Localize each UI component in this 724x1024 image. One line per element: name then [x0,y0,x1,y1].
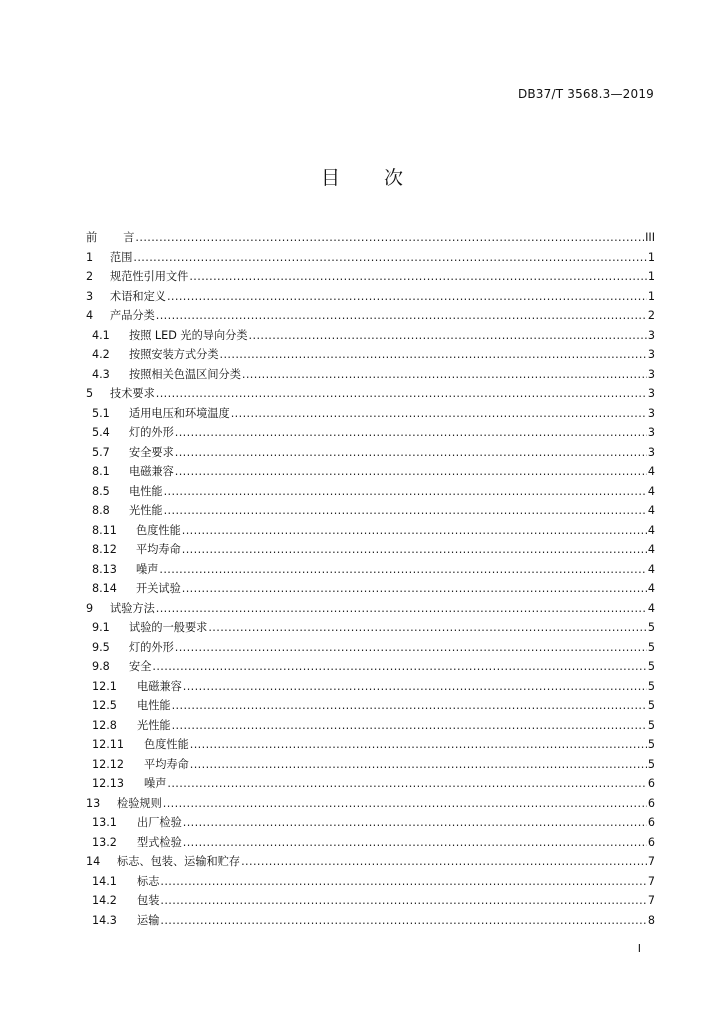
toc-section-number: 2 [86,270,94,283]
title-char-2: 次 [384,167,404,189]
toc-section-title: 灯的外形 [129,640,174,654]
toc-section-title: 运输 [137,913,160,927]
leader-dots [220,348,647,361]
toc-page-number: 3 [647,406,655,420]
leader-dots [189,270,647,283]
toc-section-title: 按照 LED 光的导向分类 [129,328,248,342]
toc-section-number: 3 [86,289,94,303]
toc-entry[interactable] [86,834,655,854]
toc-section-number: 12.13 [92,777,125,790]
leader-dots [156,387,647,400]
toc-page-number: 3 [647,387,655,400]
leader-dots [182,543,647,556]
leader-dots [164,485,647,498]
toc-section-number: 5 [86,387,94,400]
toc-page-number: 6 [647,777,655,790]
leader-dots [152,660,646,673]
leader-dots [183,680,647,693]
toc-page-number: 5 [647,757,655,771]
toc-section-number: 12.12 [92,757,125,771]
leader-dots [172,699,647,712]
toc-section-number: 1 [86,250,94,264]
toc-page-number: 3 [647,426,655,439]
toc-page-number: 7 [647,894,655,907]
toc-section-number: 9.1 [92,621,110,634]
toc-page-number: III [645,231,655,244]
toc-section-number: 8.8 [92,504,110,517]
page-number: I [637,942,641,955]
toc-page-number: 4 [647,601,655,615]
toc-entry[interactable] [86,366,655,386]
toc-section-number: 14.2 [92,894,117,907]
leader-dots [163,797,647,810]
toc-section-title: 安全 [129,660,152,673]
toc-entry[interactable] [86,912,655,932]
toc-entry[interactable] [86,697,655,717]
leader-dots [167,777,646,790]
toc-section-number: 4.1 [92,328,110,342]
leader-dots [175,465,647,478]
leader-dots [182,524,647,537]
toc-page-number: 4 [647,582,655,595]
toc-page-number: 3 [647,348,655,361]
toc-entry[interactable] [86,405,655,425]
toc-section-number: 9.5 [92,640,110,654]
toc-section-number: 5.1 [92,406,110,420]
toc-section-number: 8.13 [92,562,117,576]
leader-dots [135,231,644,244]
toc-page-number: 3 [647,445,655,459]
toc-section-title: 噪声 [136,562,159,576]
toc-section-title: 安全要求 [129,445,174,459]
toc-section-number: 14 [86,855,101,868]
toc-page-number: 6 [647,796,655,810]
standard-code: DB37/T 3568.3—2019 [517,87,654,101]
leader-dots [249,329,647,342]
toc-section-title: 平均寿命 [144,757,189,771]
toc-page-number: 5 [647,699,655,712]
page-title [0,163,724,190]
toc-section-title: 按照相关色温区间分类 [129,367,241,381]
leader-dots [156,309,647,322]
toc-section-title: 电磁兼容 [137,679,182,693]
toc-section-title: 色度性能 [136,523,181,537]
toc-section-title: 标志、包装、运输和贮存 [117,855,241,868]
leader-dots [242,368,647,381]
toc-page-number: 4 [647,543,655,556]
toc-section-title: 开关试验 [136,582,181,595]
toc-page-number: 5 [647,718,655,732]
toc-page-number: 5 [647,660,655,673]
toc-section-title: 适用电压和环境温度 [129,406,230,420]
toc-section-title: 规范性引用文件 [110,270,189,283]
toc-section-title: 噪声 [144,777,167,790]
leader-dots [231,407,647,420]
toc-entry[interactable] [86,658,655,678]
leader-dots [175,426,647,439]
toc-page-number: 5 [647,640,655,654]
leader-dots [175,446,647,459]
leader-dots [160,894,646,907]
toc-section-number: 8.1 [92,465,110,478]
toc-section-number: 8.12 [92,543,117,556]
toc-section-number: 13.1 [92,816,117,829]
toc-entry[interactable] [86,327,655,347]
leader-dots [183,816,647,829]
leader-dots [208,621,647,634]
toc-entry[interactable] [86,736,655,756]
leader-dots [172,719,647,732]
toc-page-number: 6 [647,816,655,829]
leader-dots [160,875,646,888]
toc-page-number: 4 [647,562,655,576]
toc-entry[interactable] [86,853,655,873]
toc-section-title: 包装 [137,894,160,907]
toc-page-number: 4 [647,504,655,517]
toc-section-title: 术语和定义 [110,289,166,303]
toc-section-number: 9 [86,601,94,615]
toc-page-number: 1 [647,250,655,264]
toc-section-number: 8.5 [92,484,110,498]
leader-dots [167,290,647,303]
leader-dots [156,602,647,615]
toc-section-title: 标志 [137,874,160,888]
leader-dots [164,504,647,517]
toc-entry[interactable] [86,463,655,483]
toc-entry[interactable] [86,561,655,581]
toc-section-number: 14.3 [92,913,117,927]
toc-section-number: 14.1 [92,874,117,888]
leader-dots [160,914,646,927]
toc-entry[interactable] [86,522,655,542]
toc-entry[interactable] [86,307,655,327]
leader-dots [183,836,647,849]
leader-dots [182,582,647,595]
leader-dots [175,641,647,654]
toc-section-title: 技术要求 [110,387,155,400]
toc-section-title: 电性能 [137,699,171,712]
leader-dots [241,855,647,868]
toc-entry[interactable] [86,444,655,464]
toc-section-number: 13.2 [92,835,117,849]
toc-section-number: 13 [86,796,101,810]
toc-section-title: 产品分类 [110,309,155,322]
toc-section-title: 光性能 [137,718,171,732]
toc-section-number: 12.11 [92,738,125,751]
toc-entry[interactable] [86,249,655,269]
toc-section-number: 5.7 [92,445,110,459]
toc-section-number: 4.2 [92,348,110,361]
toc-entry[interactable] [86,580,655,600]
preface-label-part2: 言 [123,231,135,244]
toc-page-number: 1 [647,289,655,303]
toc-section-number: 12.1 [92,679,117,693]
toc-section-title: 按照安装方式分类 [129,348,219,361]
toc-entry[interactable] [86,483,655,503]
toc-section-number: 8.11 [92,523,117,537]
toc-entry[interactable] [86,717,655,737]
toc-entry[interactable] [86,775,655,795]
toc-page-number: 8 [647,913,655,927]
toc-page-number: 7 [647,874,655,888]
toc-entry[interactable] [86,346,655,366]
leader-dots [190,758,647,771]
toc-page-number: 3 [647,328,655,342]
toc-section-number: 9.8 [92,660,110,673]
toc-section-title: 范围 [110,250,133,264]
toc-page-number: 5 [647,621,655,634]
leader-dots [190,738,647,751]
toc-section-number: 4 [86,309,94,322]
toc-entry[interactable] [86,424,655,444]
toc-page-number: 2 [647,309,655,322]
toc-section-title: 出厂检验 [137,816,182,829]
table-of-contents [86,229,655,931]
toc-entry[interactable] [86,756,655,776]
toc-section-title: 检验规则 [117,796,162,810]
toc-entry[interactable] [86,678,655,698]
toc-section-number: 5.4 [92,426,110,439]
toc-section-title: 平均寿命 [136,543,181,556]
toc-entry[interactable] [86,795,655,815]
toc-section-number: 12.8 [92,718,117,732]
toc-entry[interactable] [86,814,655,834]
toc-page-number: 4 [647,484,655,498]
toc-entry[interactable] [86,502,655,522]
toc-page-number: 5 [647,738,655,751]
leader-dots [133,251,646,264]
toc-section-number: 4.3 [92,367,110,381]
toc-page-number: 5 [647,679,655,693]
toc-entry[interactable] [86,892,655,912]
toc-section-number: 8.14 [92,582,117,595]
leader-dots [159,563,646,576]
preface-label-part1: 前 [86,231,98,244]
title-char-1: 目 [320,167,340,189]
toc-section-title: 试验的一般要求 [129,621,208,634]
toc-section-number: 12.5 [92,699,117,712]
toc-entry[interactable] [86,268,655,288]
toc-entry[interactable] [86,639,655,659]
toc-entry[interactable] [86,541,655,561]
toc-page-number: 4 [647,465,655,478]
toc-page-number: 7 [647,855,655,868]
toc-entry[interactable] [86,385,655,405]
toc-entry[interactable] [86,619,655,639]
toc-page-number: 1 [647,270,655,283]
toc-section-title: 型式检验 [137,835,182,849]
toc-page-number: 4 [647,523,655,537]
toc-section-title: 电磁兼容 [129,465,174,478]
toc-page-number: 6 [647,835,655,849]
toc-page-number: 3 [647,367,655,381]
toc-section-title: 电性能 [129,484,163,498]
toc-section-title: 试验方法 [110,601,155,615]
toc-entry[interactable] [86,288,655,308]
toc-section-title: 色度性能 [144,738,189,751]
toc-entry[interactable] [86,873,655,893]
toc-entry-preface[interactable] [86,229,655,249]
toc-section-title: 灯的外形 [129,426,174,439]
toc-entry[interactable] [86,600,655,620]
toc-section-title: 光性能 [129,504,163,517]
